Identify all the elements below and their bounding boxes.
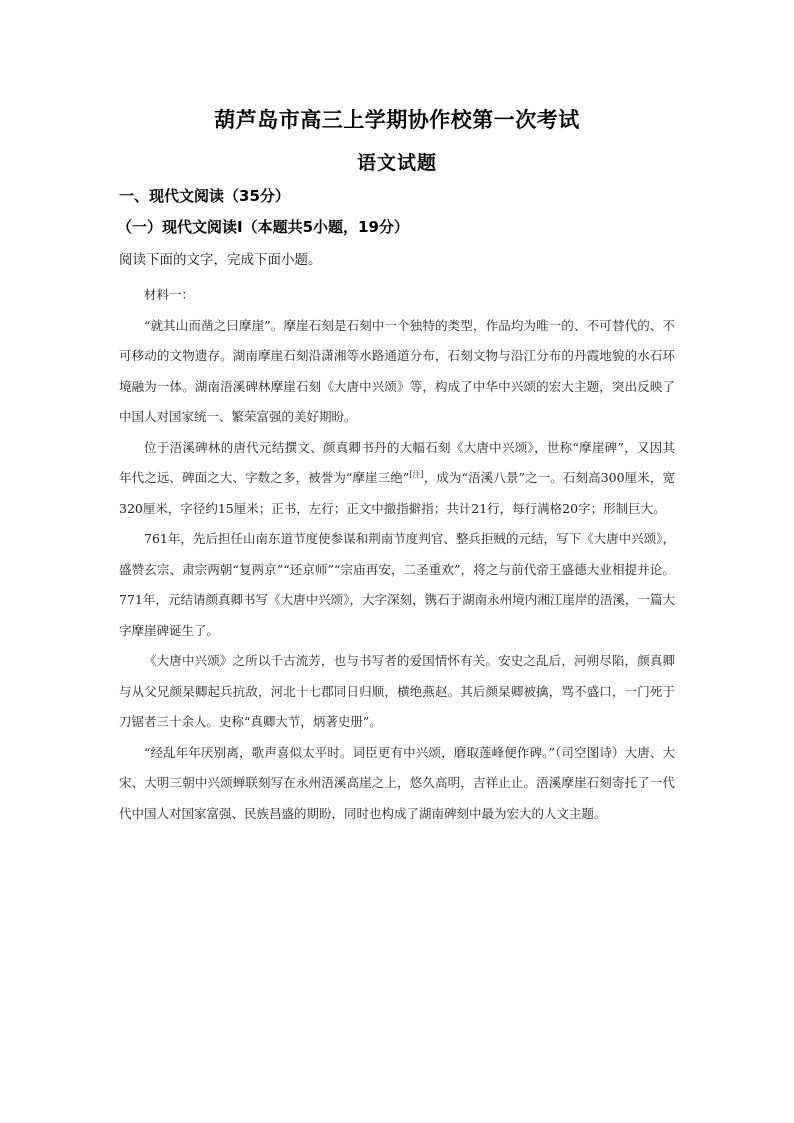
material-paragraph xyxy=(119,433,675,525)
subsection-heading: （一）现代文阅读Ⅰ（本题共5小题，19分） xyxy=(117,218,409,236)
material-paragraph: “就其山而凿之曰摩崖”。摩崖石刻是石刻中一个独特的类型，作品均为唯一的、不可替代的、不可移动的文物遗存。湖南摩崖石刻沿潇湘等水路通道分布，石刻文物与沿江分布的丹霞地貌的水石环境融为一体。湖南浯溪碑林摩崖石刻《大唐中兴颂》等，构成了中华中兴颂的宏大主题，突出反映了中国人对国家统一、繁荣富强的美好期盼。 xyxy=(119,317,675,424)
paragraph-text: 位于浯溪碑林的唐代元结撰文、颜真卿书丹的大幅石刻《大唐中兴颂》，世称“摩崖碑”，又因其年代之远、碑面之大、字数之多，被誉为“摩崖三绝” xyxy=(119,439,675,485)
material-paragraph: 《大唐中兴颂》之所以千古流芳，也与书写者的爱国情怀有关。安史之乱后，河朔尽陷，颜真卿与从父兄颜杲卿起兵抗敌，河北十七郡同日归顺，横绝燕赵。其后颜杲卿被擒，骂不盛口，一门死于刀锯者三十余人。史称“真卿大节，炳著史册”。 xyxy=(119,653,675,729)
material-body xyxy=(119,280,675,829)
section-heading: 一、现代文阅读（35分） xyxy=(119,187,290,205)
material-paragraph: 761年，先后担任山南东道节度使参谋和荆南节度判官、整兵拒贼的元结，写下《大唐中兴颂》，盛赞玄宗、肃宗两朝“复两京”“还京师”“宗庙再安，二圣重欢”，将之与前代帝王盛德大业相提并论。771年，元结请颜真卿书写《大唐中兴颂》，大字深刻，镌石于湖南永州境内湘江崖岸的浯溪，一篇大字摩崖碑诞生了。 xyxy=(119,531,675,638)
footnote-mark: [注] xyxy=(409,469,424,479)
material-paragraph: “经乱年年厌别离，歌声喜似太平时。词臣更有中兴颂，磨取莲峰便作碑。”（司空图诗）大唐、大宋、大明三朝中兴颂蝉联刻写在永州浯溪高崖之上，悠久高明，吉祥止止。浯溪摩崖石刻寄托了一代代中国人对国家富强、民族昌盛的期盼，同时也构成了湖南碑刻中最为宏大的人文主题。 xyxy=(119,744,675,821)
paragraph-text: ，成为“浯溪八景”之一。石刻高300厘米，宽320厘米，字径约15厘米；正书，左行；正文中撤指擗指；共计21行，每行满格20字；形制巨大。 xyxy=(119,470,675,516)
reading-instruction: 阅读下面的文字，完成下面小题。 xyxy=(119,252,322,268)
exam-title: 葫芦岛市高三上学期协作校第一次考试 xyxy=(214,107,580,132)
exam-subtitle: 语文试题 xyxy=(356,152,437,174)
material-label: 材料一： xyxy=(144,287,195,302)
